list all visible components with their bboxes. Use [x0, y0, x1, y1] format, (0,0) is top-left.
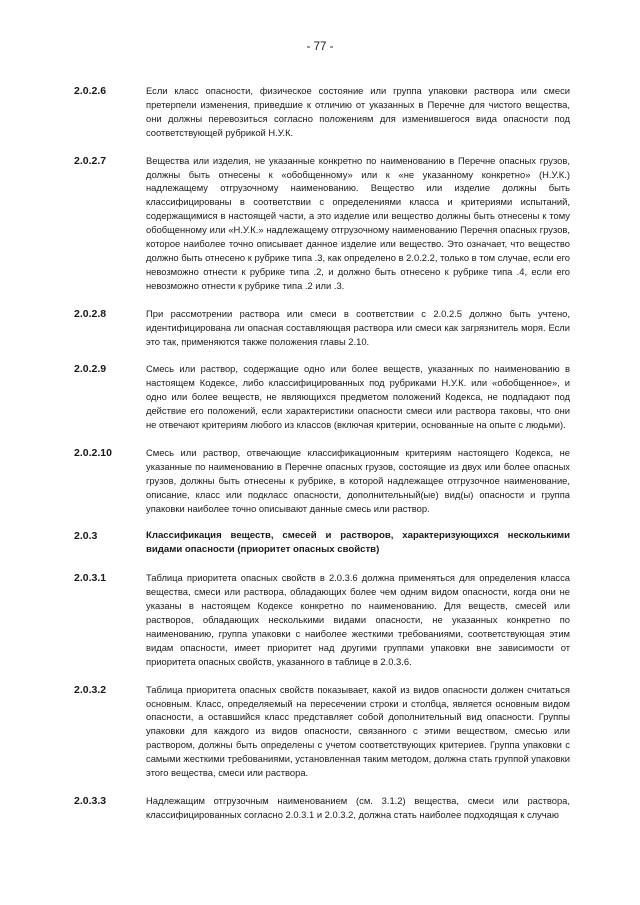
paragraph-text: Смесь или раствор, отвечающие классификационным критериям настоящего Кодекса, не указанные по наименованию в Перечне опасных грузов, состоящие из двух или более опасных грузов, должны быть отнесены к рубрике, в которой надлежащее отгрузочное наименование, описание, класс или подкласс опасности, дополнительный(ые) вид(ы) опасности и группа упаковки наиболее точно описывают данные смесь или раствор. — [146, 446, 570, 514]
paragraph-number: 2.0.2.7 — [74, 154, 107, 167]
paragraph-number: 2.0.3.1 — [74, 572, 107, 585]
paragraph-text: Смесь или раствор, содержащие одно или более веществ, указанных по наименованию в настоящем Кодексе, либо классифицированных под рубриками Н.У.К. или «обобщенное», и одно или более веществ, не являющихся предметом положений Кодекса, не подпадают под действие его положений, если характеристики опасности смеси или раствора таковы, что они не отвечают критериям любого из классов (включая критерии, основанные на опыте с людьми). — [146, 363, 570, 431]
paragraph — [74, 446, 570, 516]
paragraph-number: 2.0.2.10 — [74, 446, 112, 459]
paragraph-text: При рассмотрении раствора или смеси в соответствии с 2.0.2.5 должно быть учтено, идентифицирована ли опасная составляющая раствора или смеси как загрязнитель моря. Если это так, применяются также положения главы 2.10. — [146, 307, 570, 347]
paragraph — [74, 794, 570, 822]
section-heading — [74, 529, 570, 557]
paragraph-text: Вещества или изделия, не указанные конкретно по наименованию в Перечне опасных грузов, должны быть отнесены к «обобщенному» или к «не указанному конкретно» (Н.У.К.) надлежащему отгрузочному наименованию. Вещество или изделие должны быть классифицированы в соответствии с определениями класса и критериями испытаний, содержащимися в настоящей части, а это изделие или вещество должны быть отнесены к тому обобщенному или «Н.У.К.» надлежащему отгрузочному наименованию Перечня опасных грузов, которое наиболее точно описывает данное изделие или вещество. Это означает, что вещество должно быть отнесено к рубрике типа .3, как определено в 2.0.2.2, только в том случае, если его невозможно отнести к рубрике типа .2, и должно быть отнесено к рубрике типа .4, если его невозможно отнести к рубрике типа .2 или .3. — [146, 154, 570, 291]
paragraph-text: Таблица приоритета опасных свойств показывает, какой из видов опасности должен считаться основным. Класс, определяемый на пересечении строки и столбца, является основным видом опасности, а оставшийся класс представляет собой дополнительный вид опасности. Группы упаковки для каждого из видов опасности, связанного с этими веществом, смесью или раствором, должны быть определены с учетом соответствующих критериев. Группа упаковки с самыми жесткими требованиями, установленная таким методом, должна стать группой упаковки этого вещества, смеси или раствора. — [146, 683, 570, 779]
document-body — [74, 84, 570, 836]
paragraph — [74, 362, 570, 432]
paragraph — [74, 571, 570, 668]
paragraph — [74, 154, 570, 293]
section-title: Классификация веществ, смесей и растворов, характеризующихся несколькими видами опасности (приоритет опасных свойств) — [146, 530, 570, 556]
page-number: - 77 - — [306, 41, 334, 53]
section-number: 2.0.3 — [74, 530, 98, 543]
paragraph-number: 2.0.2.9 — [74, 363, 107, 376]
paragraph-number: 2.0.2.8 — [74, 307, 107, 320]
paragraph — [74, 84, 570, 140]
paragraph-number: 2.0.3.3 — [74, 794, 107, 807]
paragraph-number: 2.0.2.6 — [74, 85, 107, 97]
paragraph — [74, 683, 570, 780]
paragraph — [74, 307, 570, 349]
paragraph-text: Надлежащим отгрузочным наименованием (см. 3.1.2) вещества, смеси или раствора, классифицированных согласно 2.0.3.1 и 2.0.3.2, должна стать наиболее подходящая к случаю — [146, 794, 570, 820]
paragraph-text: Таблица приоритета опасных свойств в 2.0.3.6 должна применяться для определения класса вещества, смеси или раствора, обладающих более чем одним видом опасности, когда они не указаны в настоящем Кодексе конкретно по наименованию. Для веществ, смесей или растворов, обладающих несколькими видами опасности, не указанных конкретно по наименованию, группа упаковки с наиболее жесткими требованиями, соответствующая этим видам опасности, имеет приоритет над другими группами упаковки вне зависимости от приоритета опасных свойств, указанного в таблице в 2.0.3.6. — [146, 572, 570, 667]
paragraph-text: Если класс опасности, физическое состояние или группа упаковки раствора или смеси претерпели изменения, приведшие к отличию от указанных в Перечне для чистого вещества, они должны перевозиться согласно положениям для изменившегося вида опасности под соответствующей рубрикой Н.У.К. — [146, 85, 570, 138]
paragraph-number: 2.0.3.2 — [74, 683, 107, 696]
